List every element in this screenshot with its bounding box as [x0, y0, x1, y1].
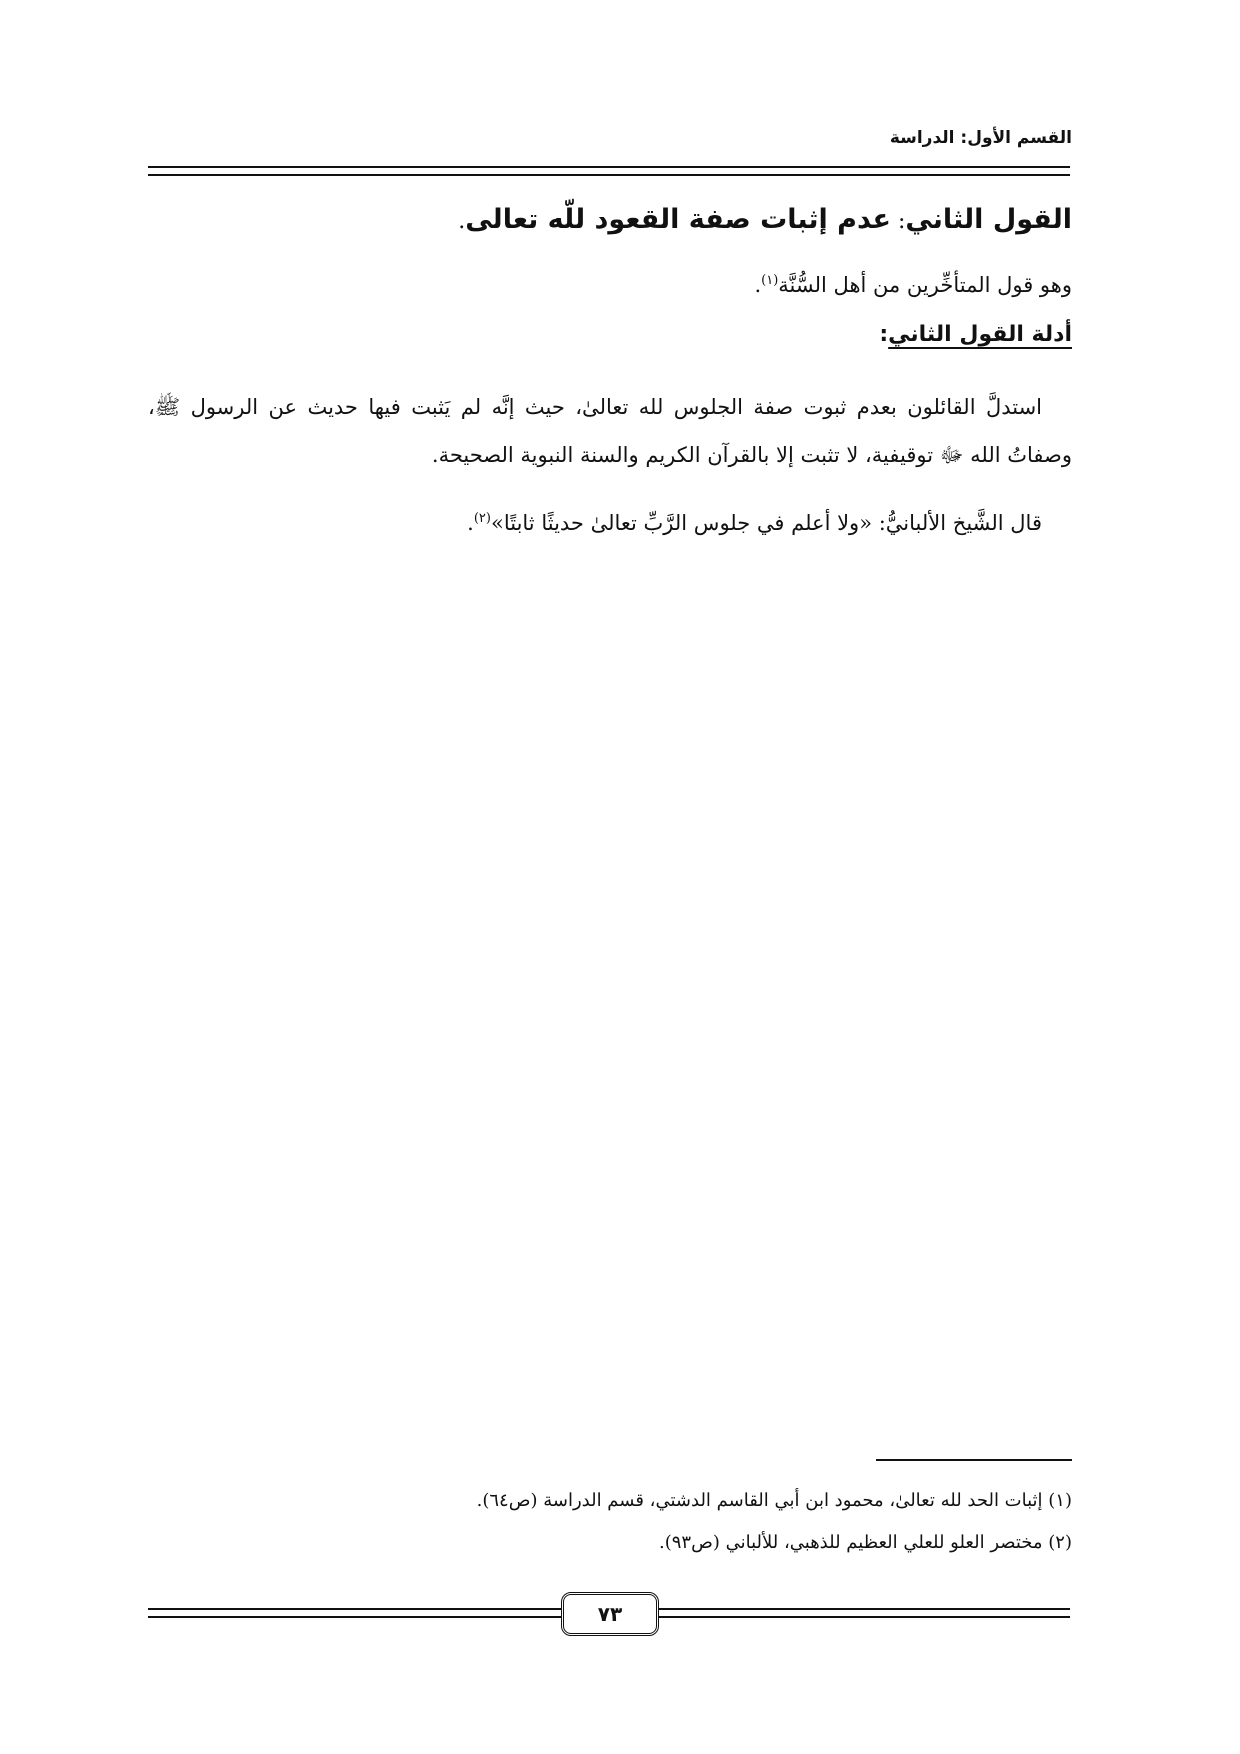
header-rule — [148, 166, 1070, 176]
footnote-1: (١) إثبات الحد لله تعالىٰ، محمود ابن أبي القاسم الدشتي، قسم الدراسة (ص٦٤). — [476, 1490, 1072, 1511]
heading-label: القول الثاني — [905, 204, 1072, 235]
paragraph-3 — [148, 506, 1072, 540]
paragraph-2: استدلَّ القائلون بعدم ثبوت صفة الجلوس لله تعالىٰ، حيث إنَّه لم يَثبت فيها حديث عن الرسول ﷺ، وصفاتُ الله ﷻ توقيفية، لا تثبت إلا بالقرآن الكريم والسنة النبوية الصحيحة. — [148, 395, 1072, 467]
footnote-ref-1: (١) — [761, 273, 779, 288]
footnote-separator — [876, 1459, 1072, 1461]
footer — [148, 1592, 1070, 1634]
paragraph-3-end: . — [467, 511, 474, 535]
paragraph-3-text: قال الشَّيخ الألبانيُّ: «ولا أعلم في جلوس الرَّبِّ تعالىٰ حديثًا ثابتًا» — [490, 511, 1042, 535]
paragraph-1 — [148, 268, 1072, 302]
subheading-end: : — [879, 322, 889, 347]
page-number: ٧٣ — [561, 1592, 659, 1636]
footnote-2: (٢) مختصر العلو للعلي العظيم للذهبي، للألباني (ص٩٣). — [658, 1532, 1072, 1553]
footnote-ref-2: (٢) — [473, 511, 491, 526]
subheading — [148, 322, 1072, 347]
paragraph-1-text: وهو قول المتأخِّرين من أهل السُّنَّة — [778, 273, 1072, 297]
section-heading — [148, 204, 1072, 235]
subheading-text: أدلة القول الثاني — [888, 322, 1072, 347]
paragraph-1-end: . — [754, 273, 762, 297]
running-header: القسم الأول: الدراسة — [889, 128, 1072, 148]
heading-end: . — [458, 209, 466, 234]
heading-title: عدم إثبات صفة القعود للّه تعالى — [465, 204, 891, 235]
heading-separator: : — [891, 209, 906, 234]
